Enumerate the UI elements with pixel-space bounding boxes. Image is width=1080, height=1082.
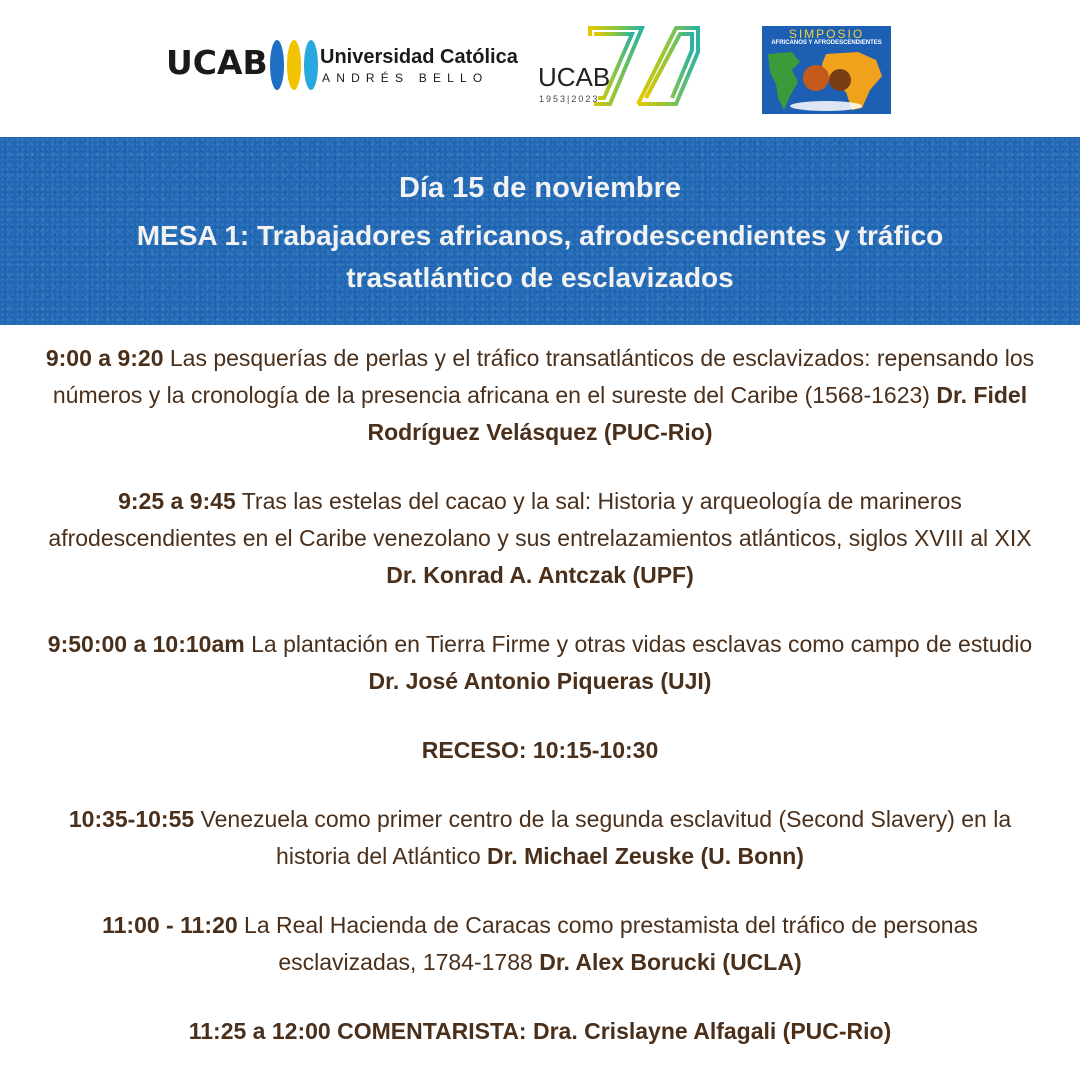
agenda-item	[40, 626, 1040, 700]
university-subname: ANDRÉS BELLO	[322, 71, 489, 85]
session-title-line1: MESA 1: Trabajadores africanos, afrodescendientes y tráfico	[136, 220, 944, 251]
agenda-speaker: Dr. Alex Borucki (UCLA)	[539, 949, 802, 975]
agenda-talk-title: La plantación en Tierra Firme y otras vidas esclavas como campo de estudio	[244, 631, 1033, 657]
agenda-time: 9:25 a 9:45	[118, 488, 236, 514]
agenda-talk-title: Las pesquerías de perlas y el tráfico transatlánticos de esclavizados: repensando los números y la cronología de la presencia africana en el sureste del Caribe (1568-1623)	[52, 345, 1035, 408]
ucab-logo	[166, 38, 518, 94]
anniversary-years: 1953|2023	[539, 94, 600, 104]
simposio-title: SIMPOSIO	[788, 27, 865, 41]
agenda-speaker: Dr. Konrad A. Antczak (UPF)	[386, 562, 694, 588]
agenda-speaker: Dr. Michael Zeuske (U. Bonn)	[487, 843, 804, 869]
agenda-commentator-label: 11:25 a 12:00 COMENTARISTA: Dra. Crislayne Alfagali (PUC-Rio)	[188, 1018, 892, 1044]
agenda-talk-title: Venezuela como primer centro de la segunda esclavitud (Second Slavery) en la historia del Atlántico	[194, 806, 1012, 869]
agenda-time: 11:00 - 11:20	[102, 912, 238, 938]
university-name: Universidad Católica	[320, 46, 518, 68]
session-banner	[0, 137, 1080, 325]
session-day: Día 15 de noviembre	[398, 172, 682, 204]
simposio-subtitle: AFRICANOS Y AFRODESCENDIENTES	[771, 40, 882, 46]
ucab-wordmark: UCAB	[166, 43, 268, 82]
simposio-logo	[762, 26, 891, 114]
agenda-item	[40, 340, 1040, 451]
ucab-drops-icon	[269, 38, 319, 92]
agenda-speaker: Dr. Fidel Rodríguez Velásquez (PUC-Rio)	[367, 382, 1028, 445]
agenda-talk-title: La Real Hacienda de Caracas como prestamista del tráfico de personas esclavizadas, 1784-1788	[237, 912, 978, 975]
agenda-talk-title: Tras las estelas del cacao y la sal: Historia y arqueología de marineros afrodescendientes en el Caribe venezolano y sus entrelazamientos atlánticos, siglos XVIII al XIX	[48, 488, 1032, 551]
agenda-item	[40, 801, 1040, 875]
session-title-line2: trasatlántico de esclavizados	[346, 262, 734, 293]
session-title	[0, 215, 1080, 299]
anniversary-wordmark: UCAB	[538, 62, 611, 92]
agenda-break-label: RECESO: 10:15-10:30	[421, 737, 659, 763]
agenda-item	[40, 907, 1040, 981]
header-logos	[0, 0, 1080, 137]
agenda-break	[40, 732, 1040, 769]
agenda-commentator	[40, 1013, 1040, 1050]
agenda-time: 9:50:00 a 10:10am	[47, 631, 245, 657]
agenda-list	[40, 340, 1040, 1082]
agenda-speaker: Dr. José Antonio Piqueras (UJI)	[368, 668, 712, 694]
africa-america-map-icon	[762, 48, 891, 114]
agenda-time: 9:00 a 9:20	[45, 345, 164, 371]
ucab-70-anniversary-logo	[536, 22, 702, 110]
seventy-outline-icon	[586, 22, 702, 110]
agenda-time: 10:35-10:55	[68, 806, 195, 832]
agenda-item	[40, 483, 1040, 594]
